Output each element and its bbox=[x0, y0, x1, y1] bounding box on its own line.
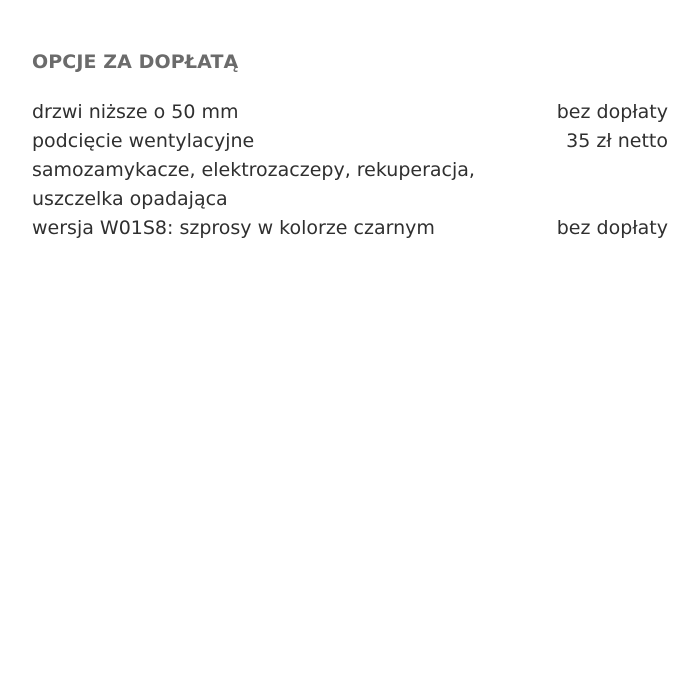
option-row bbox=[32, 156, 668, 214]
option-price: bez dopłaty bbox=[556, 217, 668, 239]
option-row bbox=[32, 214, 668, 243]
option-row bbox=[32, 127, 668, 156]
options-list bbox=[32, 98, 668, 243]
option-label: samozamykacze, elektrozaczepy, rekuperacja, uszczelka opadająca bbox=[32, 159, 475, 210]
option-price: 35 zł netto bbox=[566, 130, 668, 152]
option-label: drzwi niższe o 50 mm bbox=[32, 101, 239, 123]
option-row bbox=[32, 98, 668, 127]
section-title: OPCJE ZA DOPŁATĄ bbox=[32, 51, 239, 73]
option-price: bez dopłaty bbox=[556, 101, 668, 123]
option-label: podcięcie wentylacyjne bbox=[32, 130, 255, 152]
option-label: wersja W01S8: szprosy w kolorze czarnym bbox=[32, 217, 435, 239]
